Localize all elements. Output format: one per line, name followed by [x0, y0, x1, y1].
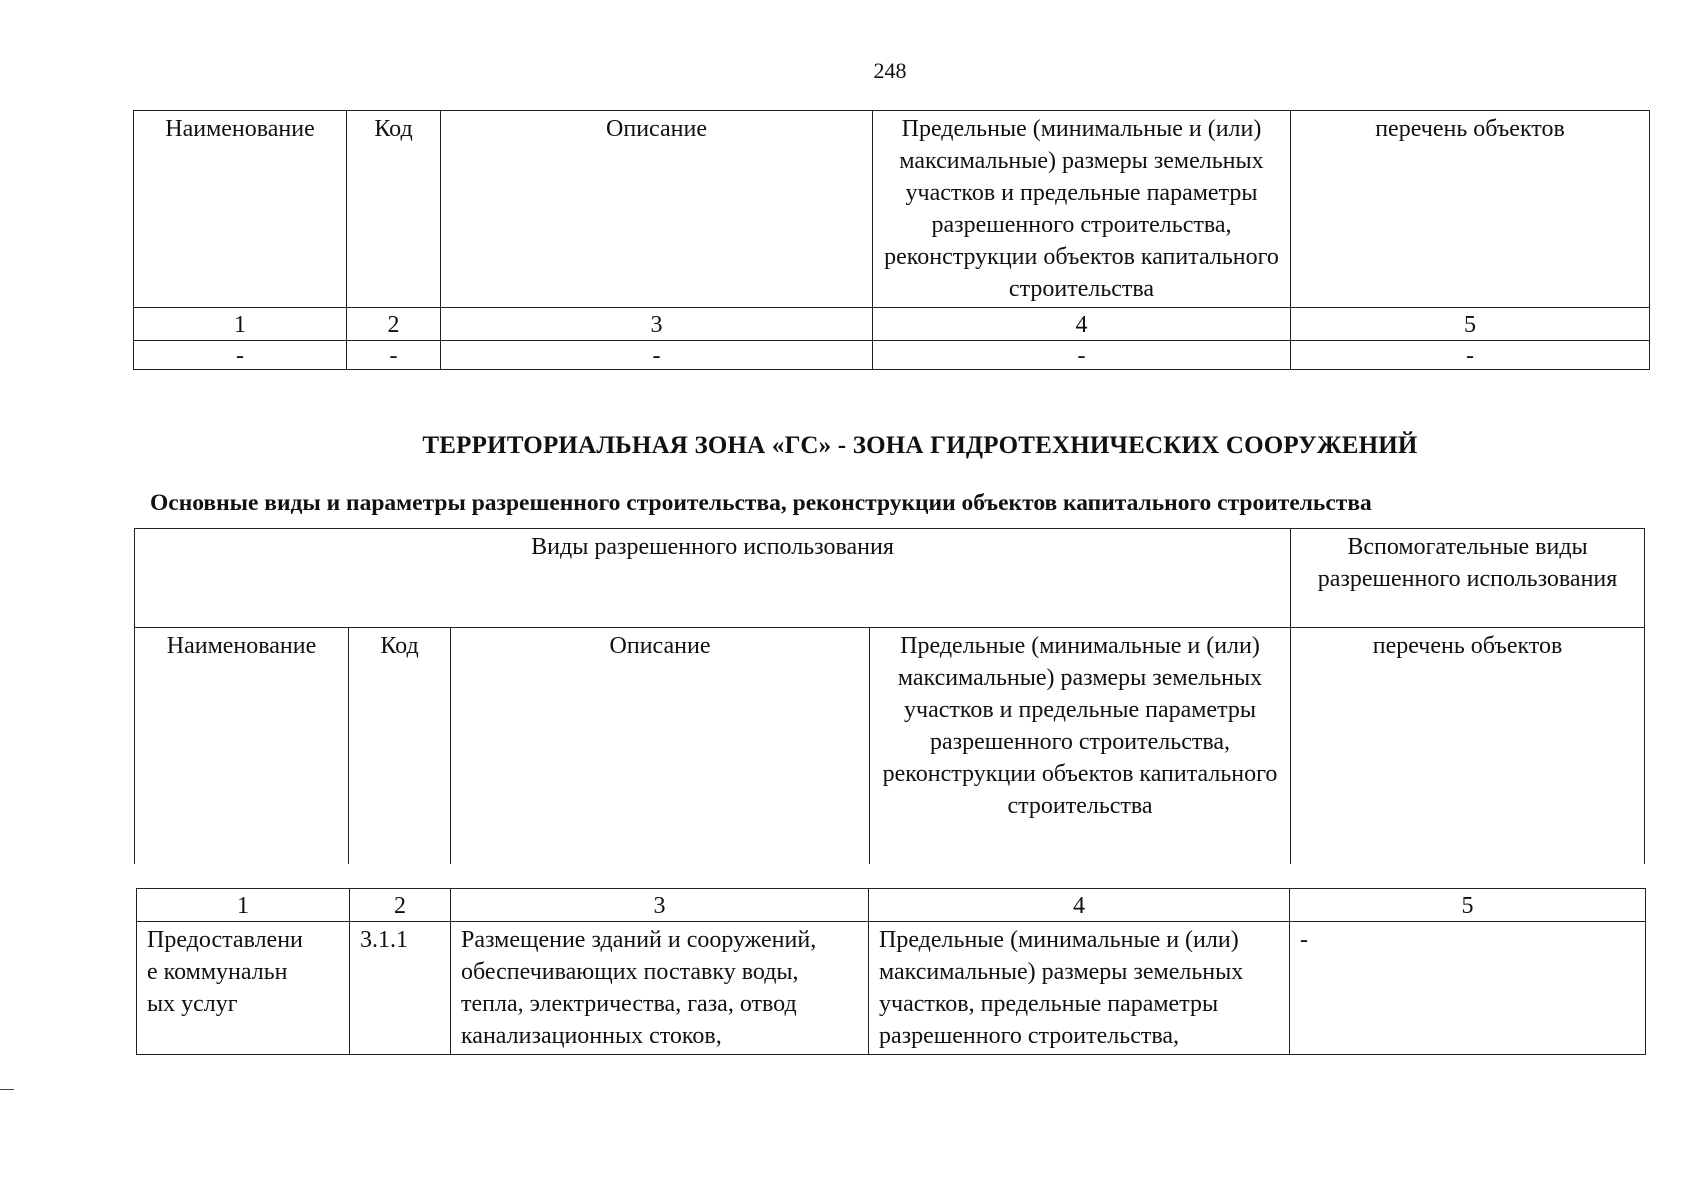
- column-number: 5: [1291, 308, 1650, 341]
- header-objects: перечень объектов: [1291, 111, 1650, 308]
- group-header-permitted-uses: Виды разрешенного использования: [135, 529, 1291, 628]
- use-code: 3.1.1: [350, 922, 451, 1055]
- column-number: 2: [347, 308, 441, 341]
- use-description: Размещение зданий и сооружений, обеспечивающих поставку воды, тепла, электричества, газа, отвод канализационных стоков,: [451, 922, 869, 1055]
- table-row: [137, 922, 1646, 1055]
- header-name: Наименование: [135, 628, 349, 865]
- column-number: 5: [1290, 889, 1646, 922]
- header-objects: перечень объектов: [1291, 628, 1645, 865]
- column-number: 1: [137, 889, 350, 922]
- use-name: [137, 922, 350, 1055]
- group-header-row: [135, 529, 1645, 628]
- header-description: Описание: [441, 111, 873, 308]
- margin-mark: [0, 1089, 14, 1090]
- empty-cell: -: [1291, 341, 1650, 370]
- column-number: 1: [134, 308, 347, 341]
- main-header-row: [135, 628, 1645, 865]
- header-code: Код: [347, 111, 441, 308]
- empty-cell: -: [441, 341, 873, 370]
- top-table: [133, 110, 1650, 370]
- continuation-number-row: [137, 889, 1646, 922]
- header-description: Описание: [451, 628, 870, 865]
- column-number: 4: [869, 889, 1290, 922]
- column-number: 3: [441, 308, 873, 341]
- header-name: Наименование: [134, 111, 347, 308]
- empty-cell: -: [873, 341, 1291, 370]
- use-name-text: Предоставление коммунальных услуг: [147, 927, 303, 1017]
- top-table-number-row: [134, 308, 1650, 341]
- use-limits: Предельные (минимальные и (или) максимальные) размеры земельных участков, предельные параметры разрешенного строительства,: [869, 922, 1290, 1055]
- header-limits: Предельные (минимальные и (или) максимальные) размеры земельных участков и предельные параметры разрешенного строительства, реконструкции объектов капитального строительства: [873, 111, 1291, 308]
- column-number: 2: [350, 889, 451, 922]
- zone-title: ТЕРРИТОРИАЛЬНАЯ ЗОНА «ГС» - ЗОНА ГИДРОТЕХНИЧЕСКИХ СООРУЖЕНИЙ: [422, 432, 1418, 459]
- group-header-auxiliary-uses: Вспомогательные виды разрешенного использования: [1291, 529, 1645, 628]
- column-number: 4: [873, 308, 1291, 341]
- header-limits: Предельные (минимальные и (или) максимальные) размеры земельных участков и предельные параметры разрешенного строительства, реконструкции объектов капитального строительства: [870, 628, 1291, 865]
- empty-cell: -: [347, 341, 441, 370]
- main-header-table: [134, 528, 1645, 864]
- empty-cell: -: [134, 341, 347, 370]
- top-table-header-row: [134, 111, 1650, 308]
- column-number: 3: [451, 889, 869, 922]
- continuation-table: [136, 888, 1646, 1055]
- page-number: 248: [873, 58, 907, 83]
- use-objects: -: [1290, 922, 1646, 1055]
- section-subtitle: Основные виды и параметры разрешенного строительства, реконструкции объектов капитального строительства: [150, 490, 1372, 516]
- top-table-empty-row: [134, 341, 1650, 370]
- header-code: Код: [349, 628, 451, 865]
